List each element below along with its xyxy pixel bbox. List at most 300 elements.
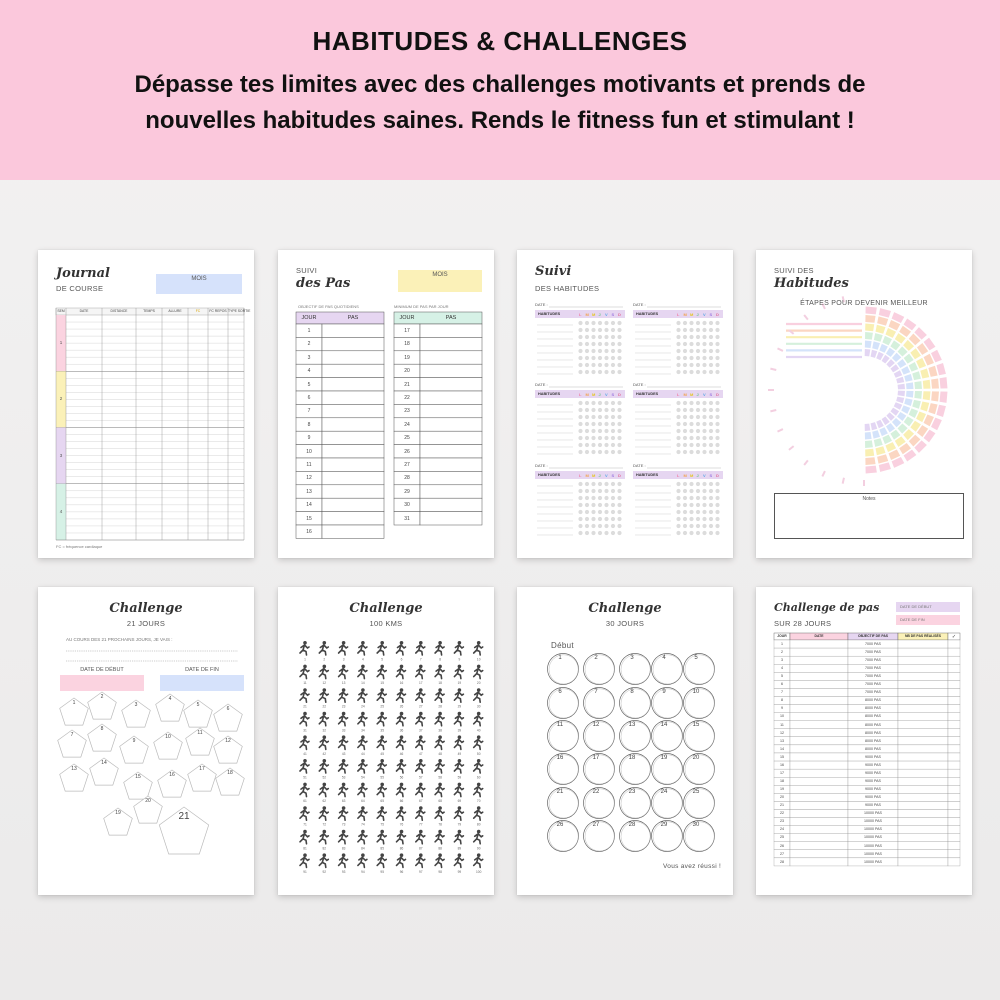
challengepas-cell	[948, 753, 960, 761]
habitudes-dot	[585, 349, 589, 353]
etapes-tick	[778, 429, 783, 432]
runner-head	[477, 688, 481, 692]
challengepas-cell	[898, 721, 948, 729]
challengepas-cell	[790, 761, 848, 769]
etapes-arc-segment	[914, 391, 922, 399]
runner-body	[454, 645, 463, 655]
etapes-arc-segment	[896, 377, 904, 384]
challengepas-day: 8	[781, 698, 783, 703]
runner-head	[400, 759, 404, 763]
runner-head	[342, 853, 346, 857]
runner-km-number: 13	[341, 681, 346, 686]
runner-icon	[339, 735, 348, 756]
habitudes-dot	[591, 503, 595, 507]
challenge30-day-number: 28	[628, 822, 636, 828]
runner-head	[323, 759, 327, 763]
habitudes-dot	[709, 363, 713, 367]
habitudes-dot	[585, 443, 589, 447]
runner-body	[319, 739, 328, 749]
etapes-arc-segment	[879, 344, 888, 353]
runner-icon	[339, 853, 348, 874]
runner-head	[342, 806, 346, 810]
challengepas-cell	[948, 688, 960, 696]
challenge30-day-number: 1	[558, 655, 562, 661]
pas-day-number: 19	[404, 354, 410, 361]
runner-km-number: 37	[419, 728, 423, 733]
habitudes-weekday: M	[585, 311, 589, 317]
runner-km-number: 60	[476, 775, 481, 780]
runner-body	[474, 669, 483, 679]
challenge21-title: Challenge	[109, 601, 183, 616]
etapes-arc-segment	[906, 391, 913, 398]
habitudes-dot	[676, 356, 680, 360]
pas-table-grid	[278, 250, 494, 558]
habitudes-dot	[585, 482, 589, 486]
habitudes-dot	[611, 335, 615, 339]
challengepas-cell	[790, 801, 848, 809]
habitudes-weekday: D	[618, 391, 621, 397]
habitudes-dot	[683, 415, 687, 419]
runner-body	[377, 834, 386, 844]
habitudes-dot	[689, 517, 693, 521]
runner-body	[474, 857, 483, 867]
runner-head	[458, 806, 462, 810]
pas-day-number: 30	[404, 502, 410, 509]
habitudes-dot	[598, 531, 602, 535]
challenge30-end-label: Vous avez réussi !	[663, 863, 722, 870]
challengepas-cell	[790, 648, 848, 656]
challengepas-day: 3	[781, 657, 783, 662]
etapes-arc-segment	[879, 427, 888, 436]
habitudes-dot	[676, 436, 680, 440]
runner-icon	[339, 641, 348, 662]
runner-icon	[397, 735, 406, 756]
challengepas-day: 20	[780, 795, 784, 800]
habitudes-weekday: V	[605, 472, 608, 478]
challengepas-cell	[790, 656, 848, 664]
habitudes-dot	[702, 503, 706, 507]
etapes-arc-segment	[876, 446, 886, 455]
etapes-arc-segment	[940, 377, 948, 388]
challengepas-cell	[790, 809, 848, 817]
habitudes-dot	[676, 422, 680, 426]
habitudes-header-label: HABITUDES	[636, 472, 659, 477]
sheet-etapes-habitudes	[756, 250, 972, 558]
banner-subtitle-line-1: Dépasse tes limites avec des challenges motivants et prends de	[134, 71, 866, 98]
runner-body	[435, 716, 444, 726]
habitudes-weekday: D	[716, 391, 719, 397]
runner-icon	[319, 665, 328, 686]
runner-km-number: 5	[381, 657, 384, 662]
runner-head	[400, 665, 404, 669]
runner-km-number: 58	[438, 775, 442, 780]
habitudes-dot	[604, 356, 608, 360]
challengepas-cell	[790, 753, 848, 761]
habitudes-dot	[676, 517, 680, 521]
challengepas-day: 22	[780, 811, 784, 816]
etapes-arc-segment	[892, 353, 901, 362]
runner-km-number: 23	[341, 704, 346, 709]
habitudes-dot	[611, 342, 615, 346]
runner-body	[474, 716, 483, 726]
habitudes-dot	[578, 517, 582, 521]
challengepas-cell	[948, 826, 960, 834]
challengepas-cell	[790, 850, 848, 858]
runner-head	[380, 735, 384, 739]
runner-icon	[358, 735, 367, 756]
runner-icon	[397, 853, 406, 874]
challengepas-day: 19	[780, 787, 784, 792]
habitudes-dot	[696, 503, 700, 507]
runner-icon	[358, 688, 367, 709]
runner-body	[319, 645, 328, 655]
pas-day-number: 2	[307, 341, 311, 348]
challengepas-day: 9	[781, 706, 783, 711]
journal-table-grid	[38, 250, 254, 558]
habitudes-dot	[689, 370, 693, 374]
runner-icon	[319, 783, 328, 804]
runner-icon	[474, 853, 483, 874]
habitudes-dot	[591, 370, 595, 374]
runner-icon	[397, 665, 406, 686]
challenge21-number: 13	[71, 766, 77, 772]
habitudes-dot	[591, 443, 595, 447]
habitudes-dot	[611, 517, 615, 521]
habitudes-dot	[689, 335, 693, 339]
challengepas-cell	[790, 834, 848, 842]
pas-steps-cell	[322, 418, 384, 431]
challengepas-cell	[948, 664, 960, 672]
challengepas-goal: 7000 PAS	[865, 657, 881, 662]
habitudes-dot	[604, 335, 608, 339]
runner-head	[303, 641, 307, 645]
challengepas-cell	[898, 785, 948, 793]
runner-head	[303, 665, 307, 669]
pas-steps-cell	[420, 324, 482, 337]
sheet-suivi-des-pas	[278, 250, 494, 558]
habitudes-dot	[709, 482, 713, 486]
runner-body	[300, 645, 309, 655]
etapes-arc-segment	[865, 324, 874, 332]
runner-km-number: 31	[303, 728, 307, 733]
habitudes-dot	[598, 429, 602, 433]
pas-day-number: 13	[306, 488, 312, 495]
runner-head	[438, 853, 442, 857]
runner-icon	[454, 806, 463, 827]
etapes-arc-segment	[886, 423, 895, 432]
journal-footnote: FC = fréquence cardiaque	[56, 544, 103, 549]
challengepas-cell	[948, 842, 960, 850]
challenge30-day-number: 27	[592, 822, 600, 828]
habitudes-dot	[591, 328, 595, 332]
challengepas-cell	[898, 801, 948, 809]
challengepas-cell	[898, 640, 948, 648]
runner-body	[416, 645, 425, 655]
challenge30-day-number: 19	[660, 755, 668, 761]
etapes-arc-segment	[916, 411, 926, 422]
challengepas-goal: 7000 PAS	[865, 682, 881, 687]
challengepas-day: 7	[781, 690, 783, 695]
challenge21-number: 16	[169, 772, 175, 778]
habitudes-dot	[617, 415, 621, 419]
habitudes-dot	[702, 510, 706, 514]
challengepas-cell	[948, 705, 960, 713]
habitudes-weekday: D	[618, 472, 621, 478]
runner-km-number: 8	[439, 657, 441, 662]
etapes-arc-segment	[909, 408, 918, 418]
runner-km-number: 17	[419, 681, 423, 686]
challenge30-start-label: Début	[551, 641, 574, 650]
habitudes-dot	[709, 489, 713, 493]
habitudes-dot	[696, 408, 700, 412]
runner-head	[477, 759, 481, 763]
habitudes-dot	[715, 496, 719, 500]
etapes-arc-segment	[920, 369, 929, 379]
habitudes-weekday: M	[683, 472, 687, 478]
habitudes-weekday: S	[611, 391, 615, 397]
runner-body	[435, 692, 444, 702]
habitudes-dot	[591, 517, 595, 521]
challenge30-day-number: 18	[628, 755, 636, 761]
challengepas-cell	[898, 688, 948, 696]
habitudes-weekday: L	[677, 472, 680, 478]
runner-head	[380, 759, 384, 763]
runner-icon	[358, 641, 367, 662]
challenge21-number: 8	[100, 726, 104, 732]
runner-icon	[454, 759, 463, 780]
runner-head	[342, 830, 346, 834]
runner-km-number: 68	[438, 799, 442, 804]
runner-icon	[300, 759, 309, 780]
runner-km-number: 34	[361, 728, 365, 733]
runner-head	[361, 759, 365, 763]
habitudes-dot	[709, 328, 713, 332]
runner-km-number: 7	[419, 657, 422, 662]
runner-body	[319, 810, 328, 820]
habitudes-dot	[715, 510, 719, 514]
runner-icon	[319, 641, 328, 662]
runner-head	[380, 641, 384, 645]
etapes-arc-segment	[904, 398, 912, 406]
etapes-arc-segment	[871, 350, 878, 358]
habitudes-dot	[585, 401, 589, 405]
habitudes-dot	[598, 524, 602, 528]
pas-steps-cell	[420, 471, 482, 484]
journal-week-number: 4	[59, 508, 63, 514]
journal-column-header: TYPE SORTIE	[228, 309, 251, 314]
etapes-arc-segment	[912, 400, 921, 409]
challengepas-day: 18	[780, 778, 784, 783]
etapes-arc-segment	[931, 391, 939, 401]
habitudes-dot	[591, 415, 595, 419]
habitudes-dot	[702, 321, 706, 325]
runner-icon	[300, 735, 309, 756]
habitudes-dot	[689, 401, 693, 405]
sheet-challenge-de-pas	[756, 587, 972, 895]
habitudes-title: Suivi	[535, 264, 572, 279]
runner-icon	[339, 806, 348, 827]
etapes-arc-segment	[865, 424, 871, 431]
habitudes-weekday: S	[709, 472, 713, 478]
runner-head	[361, 735, 365, 739]
habitudes-dot	[617, 510, 621, 514]
etapes-arc-segment	[914, 381, 922, 389]
challengepas-cell	[790, 769, 848, 777]
habitudes-dot	[702, 370, 706, 374]
runner-icon	[377, 830, 386, 851]
runner-head	[438, 665, 442, 669]
runner-body	[377, 692, 386, 702]
runner-body	[358, 857, 367, 867]
runner-head	[342, 688, 346, 692]
pas-steps-cell	[322, 364, 384, 377]
challengepas-column-header: JOUR	[777, 634, 787, 639]
habitudes-dot	[611, 436, 615, 440]
challenge30-day-number: 26	[556, 822, 564, 828]
challenge21-number: 6	[226, 706, 230, 712]
challengepas-cell	[948, 793, 960, 801]
habitudes-weekday: J	[696, 472, 699, 478]
habitudes-dot	[585, 342, 589, 346]
challengepas-goal: 10000 PAS	[864, 835, 882, 840]
habitudes-dot	[689, 429, 693, 433]
habitudes-dot	[611, 443, 615, 447]
runner-body	[358, 810, 367, 820]
runner-body	[300, 834, 309, 844]
runner-km-number: 27	[419, 704, 423, 709]
runner-body	[435, 739, 444, 749]
runner-km-number: 98	[438, 869, 442, 874]
runner-icon	[300, 712, 309, 733]
runner-body	[300, 810, 309, 820]
etapes-arc-segment	[906, 382, 913, 389]
habitudes-dot	[715, 356, 719, 360]
pas-day-number: 7	[307, 408, 311, 415]
runner-icon	[397, 712, 406, 733]
habitudes-dot	[709, 450, 713, 454]
runner-head	[477, 665, 481, 669]
challengepas-cell	[898, 680, 948, 688]
journal-column-header: TEMPS	[143, 309, 155, 314]
habitudes-dot	[604, 482, 608, 486]
etapes-arc-segment	[877, 316, 888, 325]
habitudes-dot	[702, 328, 706, 332]
runner-km-number: 66	[399, 799, 404, 804]
habitudes-dot	[676, 335, 680, 339]
runner-km-number: 99	[457, 869, 462, 874]
runner-icon	[454, 830, 463, 851]
runner-km-number: 20	[476, 681, 481, 686]
challenge21-number: 20	[145, 798, 151, 804]
habitudes-dot	[683, 436, 687, 440]
runner-body	[474, 645, 483, 655]
challengepas-subtitle: SUR 28 JOURS	[774, 619, 832, 628]
challenge21-number: 2	[100, 694, 104, 700]
runner-km-number: 40	[476, 728, 481, 733]
challengepas-goal: 8000 PAS	[865, 714, 881, 719]
habitudes-dot	[715, 422, 719, 426]
habitudes-weekday: D	[716, 311, 719, 317]
habitudes-dot	[689, 443, 693, 447]
challenge30-day-number: 7	[594, 689, 598, 695]
challenge21-prompt: AU COURS DES 21 PROCHAINS JOURS, JE VAIS :	[66, 637, 173, 642]
runner-icon	[454, 853, 463, 874]
etapes-arc-segment	[928, 403, 937, 414]
habitudes-dot	[591, 422, 595, 426]
challengepas-cell	[790, 672, 848, 680]
habitudes-dot	[689, 489, 693, 493]
habitudes-dot	[585, 531, 589, 535]
runner-km-number: 26	[399, 704, 404, 709]
habitudes-dot	[578, 401, 582, 405]
etapes-arc-segment	[898, 384, 905, 390]
habitudes-weekday: J	[598, 472, 601, 478]
challengepas-cell	[898, 858, 948, 866]
runner-icon	[377, 688, 386, 709]
habitudes-dot	[604, 489, 608, 493]
challengepas-goal: 9000 PAS	[865, 803, 881, 808]
etapes-arc-segment	[876, 352, 884, 360]
runner-km-number: 69	[457, 799, 462, 804]
runner-icon	[454, 712, 463, 733]
etapes-arc-segment	[865, 315, 875, 323]
runner-body	[416, 692, 425, 702]
runner-body	[397, 669, 406, 679]
runner-head	[323, 712, 327, 716]
habitudes-dot	[709, 415, 713, 419]
challengepas-cell	[948, 834, 960, 842]
runner-icon	[416, 688, 425, 709]
habitudes-dot	[676, 489, 680, 493]
runner-icon	[397, 641, 406, 662]
habitudes-dot	[709, 503, 713, 507]
habitudes-dot	[611, 503, 615, 507]
challengepas-day: 5	[781, 674, 783, 679]
runner-head	[361, 783, 365, 787]
habitudes-dot	[683, 531, 687, 535]
etapes-tick	[789, 446, 794, 450]
runner-icon	[454, 641, 463, 662]
challenge100-title: Challenge	[349, 601, 423, 616]
runner-head	[477, 830, 481, 834]
runner-km-number: 96	[399, 869, 404, 874]
challengepas-cell	[790, 696, 848, 704]
runner-km-number: 47	[419, 751, 423, 756]
runner-km-number: 59	[457, 775, 462, 780]
habitudes-dot	[702, 489, 706, 493]
runner-head	[419, 853, 423, 857]
runner-body	[454, 692, 463, 702]
pas-col-steps-right: PAS	[445, 315, 457, 321]
challengepas-cell	[948, 680, 960, 688]
runner-km-number: 53	[341, 775, 346, 780]
habitudes-dot	[578, 335, 582, 339]
runner-head	[361, 830, 365, 834]
habitudes-dot	[585, 370, 589, 374]
pas-steps-cell	[420, 431, 482, 444]
journal-column-header: DISTANCE	[110, 309, 128, 314]
habitudes-dot	[604, 408, 608, 412]
runner-body	[339, 692, 348, 702]
challengepas-end-label: DATE DE FIN	[900, 617, 925, 622]
sheet-suivi-des-habitudes	[517, 250, 733, 558]
runner-head	[303, 735, 307, 739]
journal-week-number: 2	[59, 396, 63, 402]
runner-body	[319, 716, 328, 726]
habitudes-dot	[598, 335, 602, 339]
runner-body	[435, 645, 444, 655]
challengepas-cell	[790, 640, 848, 648]
